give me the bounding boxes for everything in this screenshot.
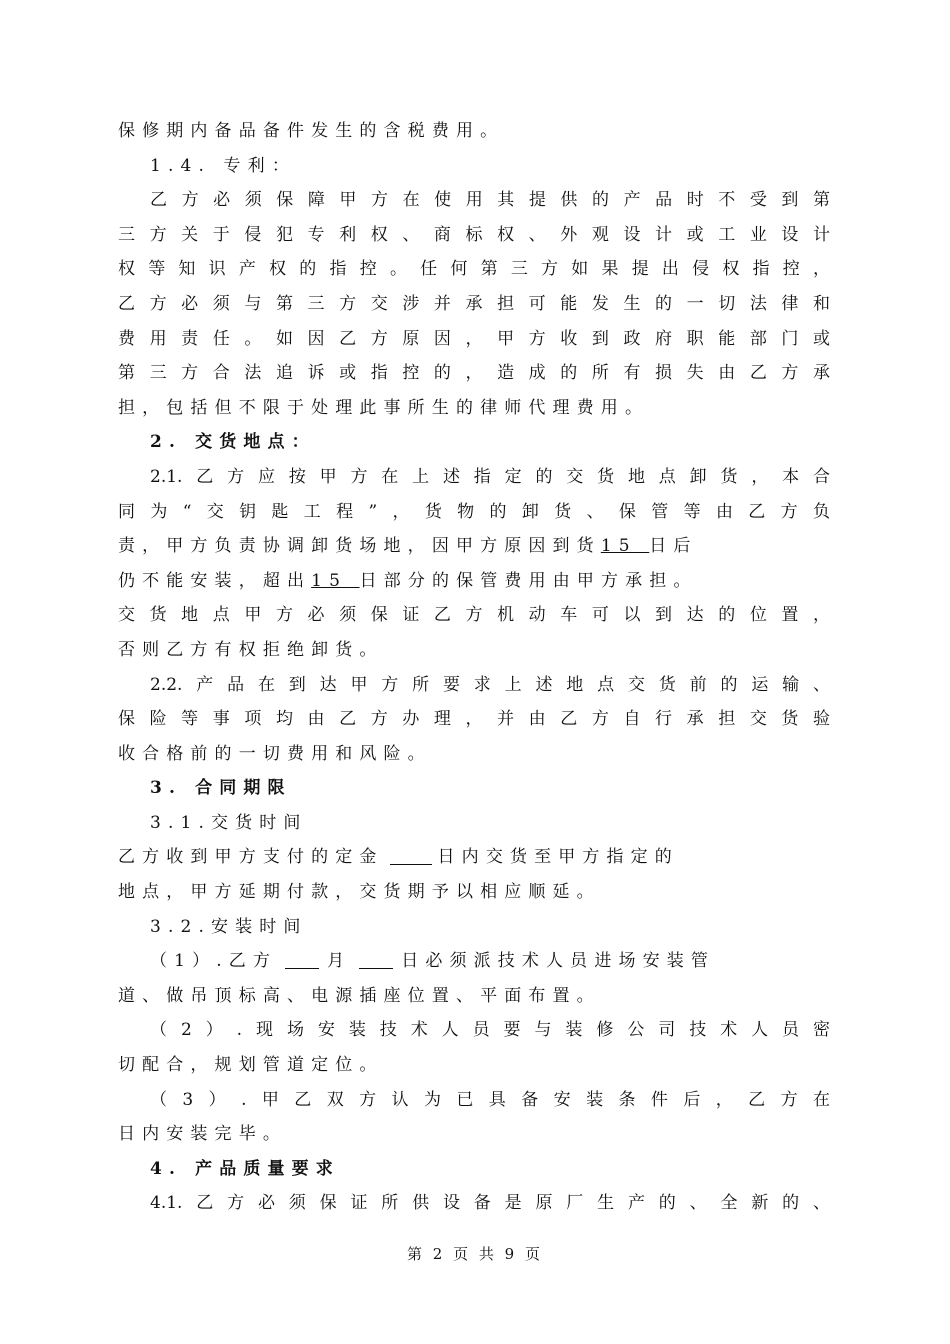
blank-day-field: [359, 948, 393, 969]
text-line: 4.1.乙方必须保证所供设备是原厂生产的、全新的、: [150, 1193, 830, 1214]
text-fragment: 日部分的保管费用由甲方承担。: [359, 570, 698, 591]
text-line: [118, 840, 830, 875]
text-line: 保修期内备品备件发生的含税费用。: [118, 121, 505, 141]
text-line: 收合格前的一切费用和风险。: [118, 743, 432, 764]
text-line: [118, 944, 830, 979]
text-fragment: 日内交货至甲方指定的: [437, 847, 679, 868]
text-line: 权等知识产权的指控。任何第三方如果提出侵权指控，: [118, 259, 830, 280]
text-line: （3）.甲乙双方认为已具备安装条件后，乙方在: [150, 1089, 830, 1110]
text-fragment: 乙方收到甲方支付的定金: [118, 847, 384, 868]
text-line: 乙方必须与第三方交涉并承担可能发生的一切法律和: [118, 293, 830, 314]
section-heading-4: 4. 产品质量要求: [150, 1158, 340, 1179]
blank-days-field: [390, 844, 432, 865]
section-heading-3: 3. 合同期限: [150, 778, 292, 799]
clause-heading-3-2: 3.2.安装时间: [150, 916, 308, 937]
underlined-days-value: 15: [600, 536, 650, 557]
text-line: 乙方必须保障甲方在使用其提供的产品时不受到第: [150, 190, 830, 211]
text-fragment: 日必须派技术人员进场安装管: [401, 951, 716, 972]
text-line: 2.1.乙方应按甲方在上述指定的交货地点卸货，本合: [150, 466, 830, 487]
section-heading-2: 2. 交货地点：: [150, 432, 316, 453]
contract-page-body: [118, 114, 830, 1221]
clause-heading-1-4: 1.4. 专利：: [150, 155, 296, 176]
text-line: [118, 564, 830, 599]
text-fragment: 责，甲方负责协调卸货场地，因甲方原因到货: [118, 536, 601, 557]
text-fragment: （1）.乙方: [150, 951, 278, 972]
text-fragment: 日后: [649, 536, 698, 557]
text-line: 担，包括但不限于处理此事所生的律师代理费用。: [118, 397, 650, 418]
text-line: 同为“交钥匙工程”，货物的卸货、保管等由乙方负: [118, 501, 830, 522]
text-line: 道、做吊顶标高、电源插座位置、平面布置。: [118, 985, 601, 1006]
page-number-footer: 第 2 页 共 9 页: [407, 1245, 543, 1263]
text-line: 三方关于侵犯专利权、商标权、外观设计或工业设计: [118, 224, 830, 245]
text-line: 费用责任。如因乙方原因，甲方收到政府职能部门或: [118, 328, 830, 349]
text-line: 地点，甲方延期付款，交货期予以相应顺延。: [118, 882, 601, 903]
text-line: 第三方合法追诉或指控的，造成的所有损失由乙方承: [118, 363, 830, 384]
text-line: 保险等事项均由乙方办理，并由乙方自行承担交货验: [118, 709, 830, 730]
text-line: 2.2.产品在到达甲方所要求上述地点交货前的运输、: [150, 674, 830, 695]
text-fragment: 仍不能安装，超出: [118, 570, 312, 591]
text-line: 切配合，规划管道定位。: [118, 1055, 384, 1076]
text-line: [118, 529, 830, 564]
text-line: 日内安装完毕。: [118, 1124, 287, 1145]
text-line: （2）.现场安装技术人员要与装修公司技术人员密: [150, 1020, 830, 1041]
text-line: 交货地点甲方必须保证乙方机动车可以到达的位置，: [118, 605, 830, 626]
clause-heading-3-1: 3.1.交货时间: [150, 812, 308, 833]
text-fragment: 月: [327, 951, 352, 972]
underlined-days-value: 15: [311, 570, 360, 591]
text-line: 否则乙方有权拒绝卸货。: [118, 639, 384, 660]
blank-month-field: [285, 948, 319, 969]
